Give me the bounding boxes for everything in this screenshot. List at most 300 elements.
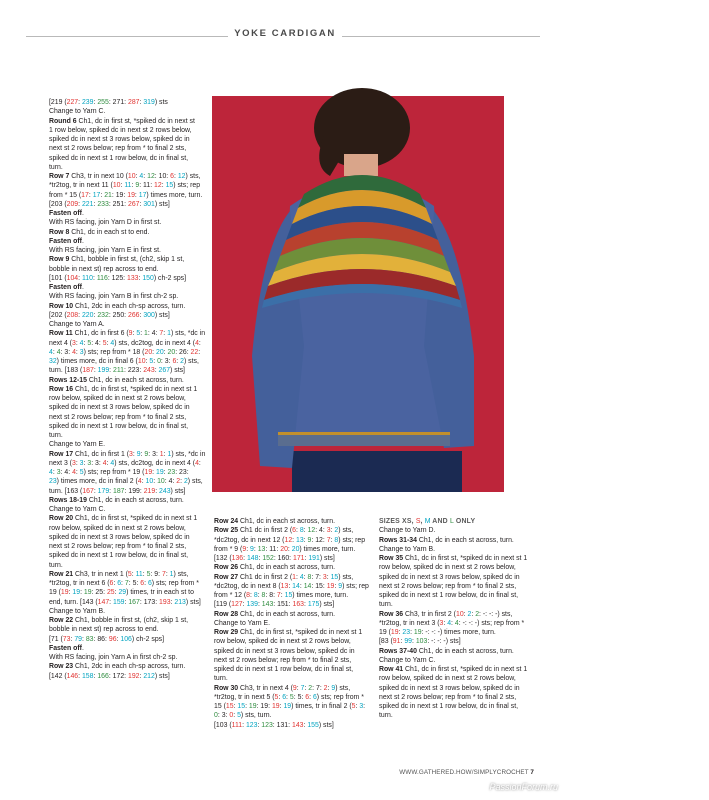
text-run: : bbox=[312, 684, 316, 692]
text-run: 220 bbox=[81, 311, 94, 319]
text-run: 9 bbox=[154, 570, 159, 578]
text-run: 3 bbox=[71, 459, 76, 467]
text-run: 213 bbox=[174, 598, 186, 606]
text-run: : bbox=[299, 582, 304, 590]
text-run: [202 ( bbox=[49, 311, 67, 319]
text-run: 11 bbox=[135, 570, 143, 578]
pattern-line bbox=[49, 440, 209, 449]
text-run: 15 bbox=[237, 703, 246, 710]
text-run: 4 bbox=[64, 469, 69, 476]
text-run: Ch3, tr in next 1 ( bbox=[75, 570, 128, 578]
text-run: : bbox=[155, 487, 160, 495]
text-run: 12 bbox=[177, 173, 186, 180]
text-run: M bbox=[424, 518, 431, 525]
text-run: turn. [183 ( bbox=[49, 367, 83, 375]
text-run: Fasten off bbox=[49, 644, 82, 652]
text-run: : bbox=[160, 358, 165, 365]
text-run: ) sts, bbox=[183, 358, 199, 365]
text-run: Row 30 bbox=[214, 684, 241, 692]
text-run: 20 bbox=[156, 348, 164, 356]
text-run: : bbox=[139, 487, 144, 495]
text-run: *dc2tog, dc in next 12 ( bbox=[214, 536, 285, 544]
text-run: ) sts] bbox=[154, 672, 170, 680]
text-run: , bbox=[420, 518, 425, 525]
pattern-line bbox=[49, 579, 209, 588]
text-run: 3 bbox=[152, 450, 156, 458]
pattern-line bbox=[49, 413, 209, 422]
text-run: Row 8 bbox=[49, 228, 72, 236]
page-footer bbox=[399, 769, 534, 776]
text-run: Row 22 bbox=[49, 617, 76, 624]
text-run: 111 bbox=[231, 721, 243, 729]
text-run: : bbox=[143, 173, 148, 180]
text-run: Ch1, dc in first st, *spiked dc in next st 1 bbox=[405, 555, 528, 562]
text-run: : bbox=[326, 573, 331, 581]
text-run: 239 bbox=[81, 99, 94, 106]
text-run: 25 bbox=[106, 589, 115, 597]
text-run: 9 bbox=[292, 684, 297, 692]
text-run: 19 bbox=[283, 703, 292, 710]
pattern-line bbox=[49, 598, 209, 607]
text-run: 3 bbox=[359, 703, 364, 710]
text-run: 19 bbox=[127, 191, 135, 199]
text-run: : bbox=[158, 570, 162, 578]
text-run: 4 bbox=[56, 348, 61, 356]
pattern-line bbox=[49, 144, 209, 153]
text-run: ) sts] bbox=[185, 598, 201, 606]
text-run: 15 bbox=[315, 582, 323, 590]
text-run: 175 bbox=[307, 601, 320, 609]
text-run: 19 bbox=[271, 703, 280, 710]
pattern-line bbox=[214, 536, 374, 545]
pattern-line bbox=[379, 591, 544, 600]
text-run: : -: -: -) sts] bbox=[427, 638, 461, 646]
text-run: 4 bbox=[72, 469, 76, 476]
text-run: : bbox=[52, 348, 57, 356]
text-run: Row 25 bbox=[214, 527, 241, 535]
text-run: 251 bbox=[112, 200, 125, 208]
text-run: : bbox=[295, 573, 300, 581]
text-run: 3 bbox=[129, 450, 133, 458]
text-run: [101 ( bbox=[49, 274, 67, 282]
text-run: : bbox=[154, 367, 159, 375]
pattern-line bbox=[49, 468, 209, 477]
page-number: 7 bbox=[530, 769, 534, 776]
pattern-line bbox=[49, 644, 209, 653]
text-run: : bbox=[93, 99, 98, 106]
pattern-line bbox=[214, 545, 374, 554]
text-run: : bbox=[265, 545, 270, 553]
text-run: : bbox=[322, 527, 327, 535]
text-run: 5 bbox=[237, 712, 241, 720]
text-run: : bbox=[108, 200, 113, 208]
text-run: 9 bbox=[136, 450, 141, 458]
text-run: 0 bbox=[214, 712, 218, 720]
text-run: Fasten off bbox=[49, 284, 82, 291]
text-run: 139 bbox=[246, 601, 258, 609]
text-run: 4 bbox=[299, 573, 304, 581]
pattern-line bbox=[214, 610, 374, 619]
text-run: : bbox=[68, 348, 73, 356]
text-run: 5 bbox=[79, 469, 84, 476]
footer-url: WWW.GATHERED.HOW/SIMPLYCROCHET bbox=[399, 769, 529, 776]
pattern-line bbox=[49, 302, 209, 311]
text-run: : bbox=[170, 598, 175, 606]
text-run: 19 bbox=[115, 191, 124, 199]
text-run: : bbox=[257, 601, 262, 609]
text-run: from * 15 ( bbox=[49, 191, 82, 199]
text-run: 32 bbox=[49, 358, 57, 365]
text-run: ) sts, bbox=[185, 173, 201, 180]
pattern-line bbox=[214, 665, 374, 674]
pattern-line bbox=[214, 684, 374, 693]
text-run: : bbox=[198, 348, 201, 356]
text-run: 12 bbox=[154, 182, 162, 190]
text-run: 4 bbox=[110, 339, 115, 347]
pattern-line bbox=[49, 635, 209, 644]
pattern-line bbox=[49, 292, 209, 301]
text-run: : bbox=[93, 200, 98, 208]
text-run: 9 bbox=[331, 684, 336, 692]
text-run: ) times more, turn. bbox=[299, 545, 356, 553]
text-run: 160 bbox=[277, 555, 290, 562]
pattern-line bbox=[49, 431, 209, 440]
text-run: 0 bbox=[157, 358, 161, 365]
text-run: : bbox=[280, 592, 285, 599]
text-run: 7 bbox=[159, 330, 164, 338]
text-run: 103 bbox=[415, 638, 428, 646]
text-run: 99 bbox=[404, 638, 412, 646]
text-run: : bbox=[295, 527, 300, 535]
pattern-line bbox=[49, 209, 209, 218]
text-run: Rows 12-15 bbox=[49, 376, 89, 384]
text-run: 5 bbox=[132, 580, 137, 587]
text-run: : bbox=[172, 478, 177, 486]
pattern-line bbox=[49, 237, 209, 246]
text-run: 17 bbox=[92, 191, 101, 199]
text-run: spiked dc in next st 1 row below, dc in final st, bbox=[49, 422, 189, 430]
text-run: Fasten off bbox=[49, 237, 82, 245]
text-run: next 3 ( bbox=[49, 459, 72, 467]
text-run: : bbox=[166, 173, 171, 180]
text-run: : bbox=[175, 469, 180, 476]
text-run: . bbox=[81, 210, 84, 217]
text-run: : bbox=[109, 598, 113, 606]
text-run: ) sts, turn. bbox=[240, 712, 272, 720]
text-run: Ch1, dc in each st to end. bbox=[71, 228, 150, 236]
pattern-line bbox=[49, 255, 209, 264]
text-run: : bbox=[70, 635, 75, 643]
text-run: : bbox=[363, 703, 366, 710]
pattern-line bbox=[49, 339, 209, 348]
text-run: 20 bbox=[291, 545, 300, 553]
text-run: : bbox=[164, 478, 169, 486]
text-run: : bbox=[140, 450, 145, 458]
text-run: spiked dc in next st 3 rows below, spiked dc in bbox=[49, 404, 190, 412]
text-run: 5 bbox=[87, 339, 92, 347]
text-run: 179 bbox=[97, 487, 110, 495]
text-run: [119 ( bbox=[214, 601, 232, 609]
text-run: 4 bbox=[102, 459, 107, 467]
text-run: 187 bbox=[113, 487, 125, 495]
text-run: : bbox=[155, 598, 160, 606]
pattern-line bbox=[49, 616, 209, 625]
pattern-line bbox=[214, 674, 374, 683]
text-run: 5 bbox=[289, 693, 294, 701]
text-run: 9 bbox=[250, 545, 254, 553]
text-run: : bbox=[108, 99, 113, 106]
text-run: 199 bbox=[128, 487, 140, 495]
text-run: XS bbox=[402, 518, 412, 525]
text-run: 4 bbox=[454, 619, 459, 627]
text-run: Ch1, 2dc in each ch-sp across, turn. bbox=[75, 302, 186, 310]
text-run: 29 bbox=[118, 589, 127, 597]
text-run: 6 bbox=[140, 580, 145, 587]
text-run: ) sts, *dc in bbox=[171, 450, 206, 458]
pattern-line bbox=[379, 545, 544, 554]
pattern-line bbox=[379, 619, 544, 628]
text-run: 1 bbox=[159, 450, 164, 458]
text-run: 2 bbox=[334, 527, 339, 535]
text-run: 12 bbox=[147, 173, 155, 180]
text-run: : bbox=[93, 635, 98, 643]
text-run: : bbox=[279, 703, 284, 710]
text-run: turn. [163 ( bbox=[49, 487, 83, 495]
text-run: ) sts, *dc in bbox=[170, 330, 206, 338]
pattern-line bbox=[214, 600, 374, 609]
pattern-line bbox=[49, 218, 209, 227]
text-run: : bbox=[198, 459, 201, 467]
text-run: 1 bbox=[144, 330, 148, 338]
text-run: ) times more, turn. bbox=[146, 191, 203, 199]
text-run: : bbox=[98, 339, 103, 347]
text-run: : bbox=[443, 619, 448, 627]
text-run: : bbox=[250, 592, 254, 599]
text-run: : bbox=[78, 99, 82, 106]
text-run: : bbox=[246, 545, 251, 553]
text-run: : bbox=[315, 527, 320, 535]
text-run: : bbox=[75, 339, 80, 347]
text-run: Ch1, dc in first st, *spiked dc in next st 1 bbox=[75, 515, 198, 523]
text-run: ) sts; rep bbox=[342, 582, 369, 590]
text-run: : bbox=[75, 459, 80, 467]
text-run: Row 26 bbox=[214, 564, 241, 572]
text-run: 5 bbox=[102, 339, 107, 347]
text-run: 23 bbox=[49, 478, 57, 486]
text-run: Fasten off bbox=[49, 210, 82, 217]
text-run: : bbox=[116, 635, 121, 643]
text-run: : bbox=[303, 527, 308, 535]
text-run: : bbox=[124, 311, 128, 319]
text-run: 167 bbox=[128, 598, 140, 606]
text-run: : bbox=[52, 469, 57, 476]
text-run: 4 bbox=[319, 527, 323, 535]
text-run: 300 bbox=[143, 311, 155, 319]
text-run: : bbox=[152, 469, 156, 476]
text-run: : bbox=[319, 684, 324, 692]
text-run: [83 ( bbox=[379, 638, 393, 646]
text-run: 23 bbox=[167, 469, 176, 476]
text-run: from * 9 ( bbox=[214, 545, 243, 553]
text-run: ) sts; rep bbox=[173, 182, 201, 190]
text-run: : bbox=[400, 638, 405, 646]
text-run: 123 bbox=[261, 721, 273, 729]
text-run: ) sts] bbox=[319, 601, 335, 609]
text-run: 17 bbox=[138, 191, 147, 199]
text-run: : bbox=[334, 582, 339, 590]
pattern-column-2 bbox=[214, 517, 374, 730]
text-run: : bbox=[309, 693, 313, 701]
text-run: 3 bbox=[64, 348, 69, 356]
pattern-line bbox=[49, 320, 209, 329]
text-run: : bbox=[91, 589, 96, 597]
text-run: , bbox=[411, 518, 416, 525]
text-run: 192 bbox=[128, 672, 140, 680]
text-run: Ch1, 2dc in each ch-sp across, turn. bbox=[75, 663, 186, 671]
text-run: : bbox=[145, 358, 150, 365]
text-run: : bbox=[108, 311, 113, 319]
text-run: : bbox=[83, 339, 88, 347]
text-run: 4 bbox=[151, 330, 156, 338]
text-run: : bbox=[322, 536, 327, 544]
text-run: : bbox=[140, 330, 145, 338]
text-run: 91 bbox=[392, 638, 401, 646]
text-run: : bbox=[111, 191, 116, 199]
pattern-line bbox=[214, 619, 374, 628]
text-run: 3 bbox=[221, 712, 226, 720]
text-run: : bbox=[139, 200, 144, 208]
text-run: 10 bbox=[137, 358, 146, 365]
pattern-line bbox=[49, 126, 209, 135]
pattern-line bbox=[49, 98, 209, 107]
text-run: 1 bbox=[167, 330, 171, 338]
text-run: 3 bbox=[71, 339, 76, 347]
text-run: : bbox=[83, 459, 88, 467]
text-run: 19 bbox=[390, 629, 399, 636]
pattern-line bbox=[49, 496, 209, 505]
text-run: With RS facing, join Yarn A in first ch-2 sp. bbox=[49, 654, 178, 661]
text-run: : bbox=[106, 339, 111, 347]
text-run: Change to Yarn C. bbox=[49, 506, 106, 513]
text-run: 143 bbox=[291, 721, 304, 729]
text-run: 7 bbox=[276, 592, 281, 599]
text-run: : bbox=[132, 450, 137, 458]
text-run: 7 bbox=[326, 536, 331, 544]
text-run: 159 bbox=[113, 598, 125, 606]
text-run: : bbox=[322, 582, 327, 590]
text-run: : bbox=[303, 721, 308, 729]
text-run: 3 bbox=[326, 527, 331, 535]
text-run: Ch1 dc in first 2 ( bbox=[240, 573, 293, 581]
text-run: 7 bbox=[161, 570, 166, 578]
text-run: : bbox=[293, 693, 298, 701]
pattern-line bbox=[214, 582, 374, 591]
text-run: 110 bbox=[81, 274, 93, 282]
text-run: Row 24 bbox=[214, 518, 241, 525]
text-run: 6 bbox=[170, 173, 174, 180]
text-run: : bbox=[186, 469, 189, 476]
pattern-line bbox=[49, 366, 209, 375]
text-run: : bbox=[91, 339, 96, 347]
text-run: 146 bbox=[66, 672, 79, 680]
text-run: 267 bbox=[128, 200, 140, 208]
text-run: : bbox=[139, 367, 144, 375]
text-run: [132 ( bbox=[214, 555, 232, 562]
text-run: Row 20 bbox=[49, 515, 76, 523]
text-run: turn. bbox=[49, 432, 63, 439]
text-run: *tr2tog, tr in next 6 ( bbox=[49, 580, 110, 587]
text-run: 15 bbox=[225, 703, 234, 710]
text-run: row below, spiked dc in next st 2 rows below, bbox=[379, 675, 516, 683]
pattern-line bbox=[49, 181, 209, 190]
text-run: : bbox=[288, 721, 292, 729]
text-run: 243 bbox=[143, 367, 155, 375]
pattern-column-3 bbox=[379, 517, 544, 721]
text-run: ) sts] bbox=[154, 311, 170, 319]
text-run: 19 bbox=[248, 703, 257, 710]
text-run: Change to Yarn E. bbox=[214, 619, 271, 627]
text-run: 19 bbox=[413, 629, 422, 636]
text-run: 319 bbox=[143, 99, 155, 106]
text-run: 5 bbox=[127, 570, 132, 578]
text-run: 9 bbox=[128, 330, 133, 338]
text-run: : bbox=[155, 330, 160, 338]
text-run: ) sts] bbox=[318, 721, 334, 729]
text-run: : bbox=[124, 598, 129, 606]
pattern-line bbox=[379, 563, 544, 572]
text-run: 167 bbox=[82, 487, 94, 495]
text-run: : bbox=[242, 721, 246, 729]
text-run: : bbox=[153, 478, 158, 486]
text-run: next st 2 rows below; rep from * to final 2 sts, bbox=[379, 582, 517, 590]
text-run: bobble in next st) rep across to end. bbox=[49, 626, 159, 634]
text-run: Rows 31-34 bbox=[379, 536, 419, 544]
text-run: 3 bbox=[87, 459, 92, 467]
text-run: ) sts; rep from * bbox=[316, 693, 364, 701]
pattern-line bbox=[379, 554, 544, 563]
text-run: : bbox=[327, 684, 332, 692]
text-run: ONLY bbox=[453, 518, 476, 525]
pattern-line bbox=[49, 672, 209, 681]
text-run: spiked dc in next st 3 rows below, spiked dc in bbox=[379, 684, 520, 692]
pattern-line bbox=[49, 403, 209, 412]
text-run: : bbox=[311, 582, 316, 590]
pattern-line bbox=[49, 487, 209, 496]
text-run: turn. bbox=[379, 601, 393, 609]
text-run: 267 bbox=[158, 367, 171, 375]
text-run: ) sts, bbox=[173, 570, 189, 578]
pattern-line bbox=[49, 191, 209, 200]
text-run: 7 bbox=[315, 684, 320, 692]
pattern-line bbox=[379, 711, 544, 720]
text-run: : bbox=[163, 348, 168, 356]
pattern-line bbox=[49, 561, 209, 570]
text-run: 19 bbox=[83, 589, 92, 597]
text-run: : bbox=[265, 592, 270, 599]
text-run: 13 bbox=[280, 582, 289, 590]
text-run: 12 bbox=[315, 536, 323, 544]
text-run: 86 bbox=[97, 635, 106, 643]
pattern-line bbox=[49, 274, 209, 283]
pattern-line bbox=[379, 628, 544, 637]
pattern-line bbox=[49, 385, 209, 394]
text-run: : bbox=[109, 367, 114, 375]
text-run: 3 bbox=[56, 469, 61, 476]
text-run: 5 bbox=[136, 330, 141, 338]
text-run: : bbox=[273, 601, 278, 609]
text-run: spiked dc in next st 3 rows below, spiked dc in bbox=[49, 533, 190, 541]
text-run: : bbox=[268, 703, 272, 710]
